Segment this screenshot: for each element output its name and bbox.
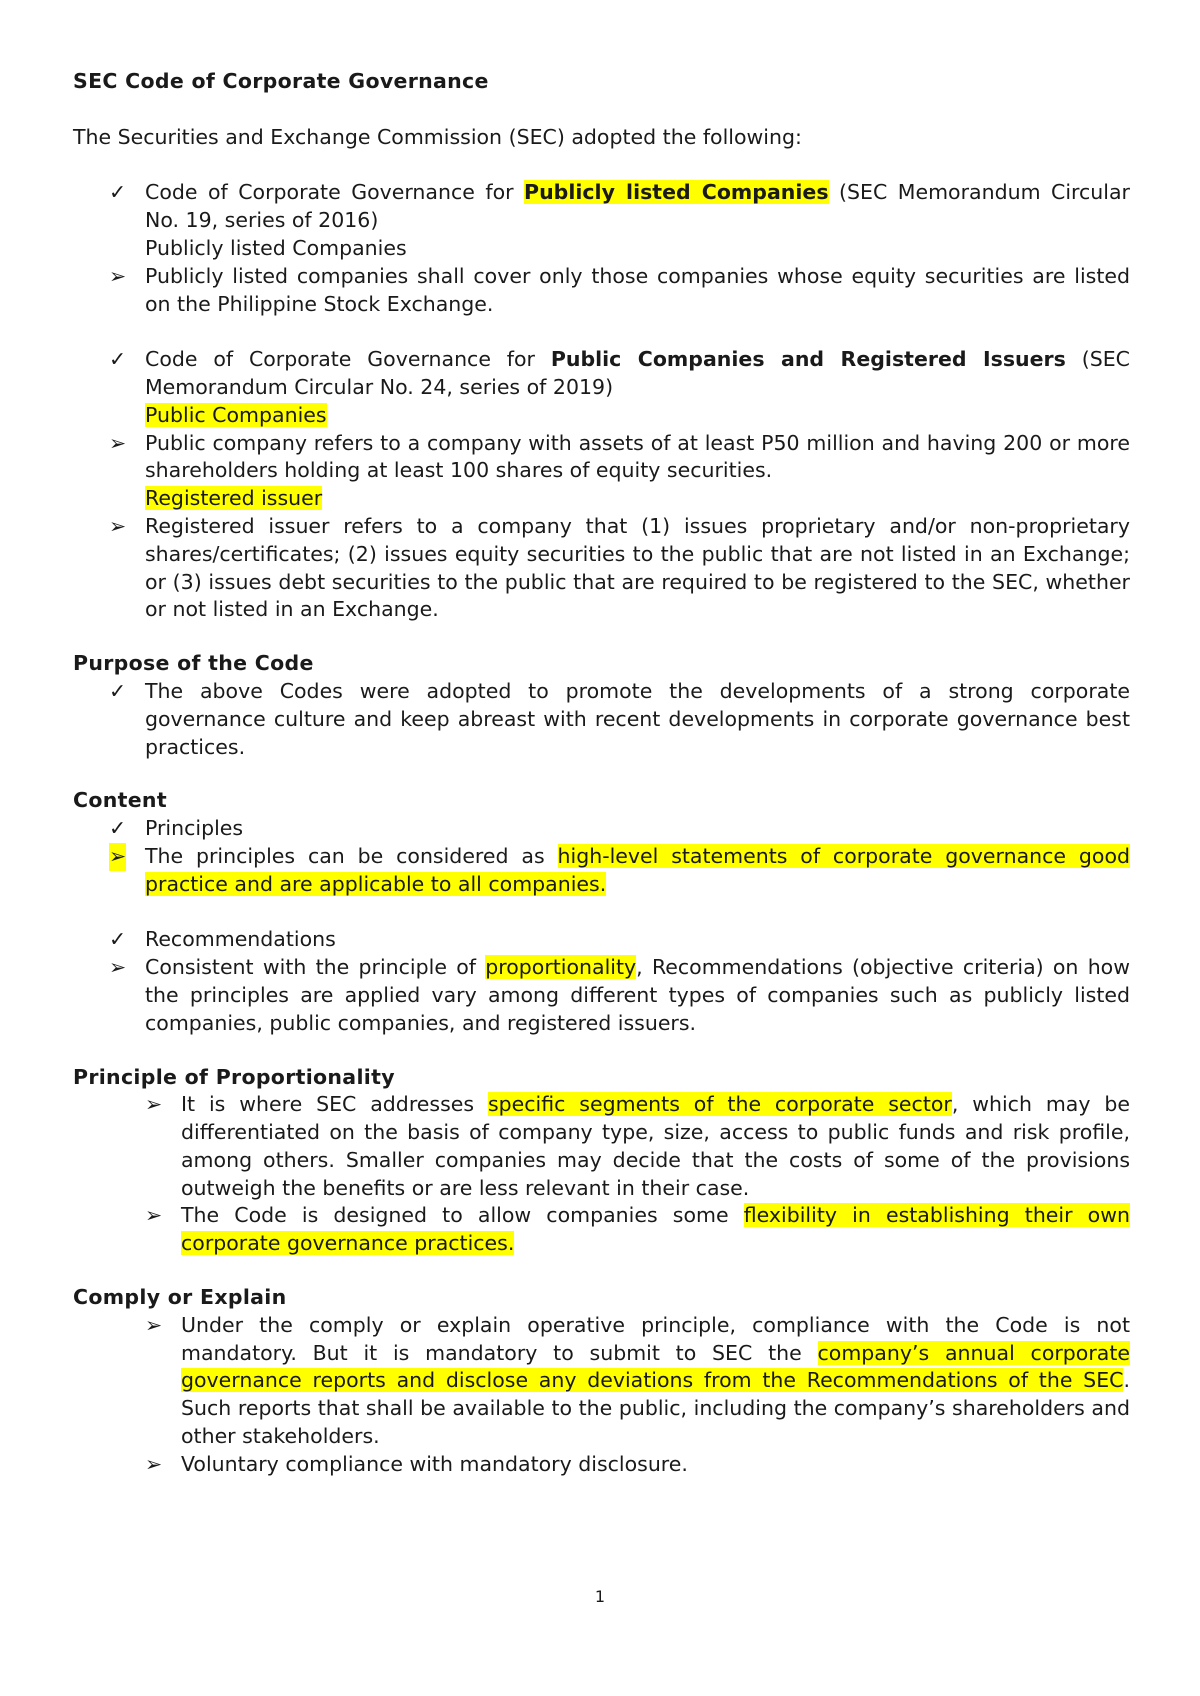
document-title: SEC Code of Corporate Governance xyxy=(73,69,489,93)
arrow-bullet-icon: ➢ xyxy=(145,1203,163,1228)
arrow-bullet-icon: ➢ xyxy=(109,843,126,871)
registered-issuer-bullet-text: Registered issuer refers to a company that (1) issues proprietary and/or non-proprietary shares/certificates; (2) issues equity securities to the public that are not listed in an Exchange; or (3) issues debt securities to the public that are required to be registered to the SEC, whether or not listed in an Exchange. xyxy=(145,513,1130,622)
recommendations-bullet-post: , Recommendations (objective criteria) on how the principles are applied vary among different types of companies such as publicly listed companies, public companies, and registered issuers. xyxy=(145,955,1130,1035)
checkmark-icon: ✓ xyxy=(109,816,127,841)
principles-bullet xyxy=(73,843,1130,899)
proportionality-b2-highlight: flexibility in establishing their own corporate governance practices. xyxy=(181,1203,1130,1256)
code2-bold: Public Companies and Registered Issuers xyxy=(550,347,1066,372)
comply-b1-post: . Such reports that shall be available to the public, including the company’s shareholders and other stakeholders. xyxy=(181,1368,1130,1449)
principles-item xyxy=(73,815,1130,843)
comply-b1-highlight: company’s annual corporate governance reports and disclose any deviations from the Recommendations of the SEC xyxy=(181,1340,1130,1393)
comply-b2-text: Voluntary compliance with mandatory disclosure. xyxy=(181,1451,688,1476)
arrow-bullet-icon: ➢ xyxy=(109,955,127,980)
purpose-item-text: The above Codes were adopted to promote the developments of a strong corporate governance culture and keep abreast with recent developments in corporate governance best practices. xyxy=(145,678,1130,759)
code1-text-post: (SEC Memorandum Circular No. 19, series of 2016) xyxy=(145,180,1130,233)
proportionality-b1-post: , which may be differentiated on the basis of company type, size, access to public funds and risk profile, among others. Smaller companies may decide that the costs of some of the provisions outweigh the benefits or are less relevant in their case. xyxy=(181,1092,1130,1200)
principles-bullet-highlight: high-level statements of corporate governance good practice and are applicable to all companies. xyxy=(145,843,1130,896)
proportionality-b1-highlight: specific segments of the corporate sector xyxy=(487,1092,952,1117)
intro-paragraph: The Securities and Exchange Commission (SEC) adopted the following: xyxy=(73,124,802,149)
checkmark-icon: ✓ xyxy=(109,180,127,205)
comply-bullet-2 xyxy=(73,1451,1130,1479)
proportionality-bullet-1 xyxy=(73,1091,1130,1202)
code1-bullet-text: Publicly listed companies shall cover only those companies whose equity securities are listed on the Philippine Stock Exchange. xyxy=(145,263,1130,316)
arrow-bullet-icon: ➢ xyxy=(145,1312,163,1337)
arrow-bullet-icon: ➢ xyxy=(109,263,127,288)
registered-issuer-bullet xyxy=(73,513,1130,624)
arrow-bullet-icon: ➢ xyxy=(109,513,127,538)
proportionality-b2-pre: The Code is designed to allow companies some xyxy=(181,1203,744,1228)
arrow-bullet-icon: ➢ xyxy=(109,430,127,455)
content-heading: Content xyxy=(73,788,167,813)
code-publicly-listed-item xyxy=(73,179,1130,235)
document-page xyxy=(73,68,1130,1479)
public-companies-label: Public Companies xyxy=(145,402,327,427)
proportionality-b1-pre: It is where SEC addresses xyxy=(181,1092,488,1117)
purpose-item xyxy=(73,678,1130,761)
code1-sublabel: Publicly listed Companies xyxy=(145,235,407,260)
public-company-bullet-text: Public company refers to a company with assets of at least P50 million and having 200 or more shareholders holding at least 100 shares of equity securities. xyxy=(145,430,1130,483)
recommendations-item xyxy=(73,926,1130,954)
arrow-bullet-icon: ➢ xyxy=(145,1092,163,1117)
arrow-bullet-icon: ➢ xyxy=(145,1451,163,1476)
public-companies-label-row xyxy=(73,402,1130,430)
checkmark-icon: ✓ xyxy=(109,927,127,952)
code2-text-post: (SEC Memorandum Circular No. 24, series of 2019) xyxy=(145,347,1130,399)
principles-label: Principles xyxy=(145,816,244,841)
checkmark-icon: ✓ xyxy=(109,347,127,372)
public-company-bullet xyxy=(73,430,1130,486)
comply-bullet-1 xyxy=(73,1312,1130,1451)
proportionality-heading: Principle of Proportionality xyxy=(73,1064,395,1089)
comply-b1-pre: Under the comply or explain operative principle, compliance with the Code is not mandatory. But it is mandatory to submit to SEC the xyxy=(181,1312,1130,1365)
checkmark-icon: ✓ xyxy=(109,678,127,703)
principles-bullet-pre: The principles can be considered as xyxy=(145,843,558,868)
code1-bullet xyxy=(73,263,1130,319)
code1-bold-highlight: Publicly listed Companies xyxy=(524,180,829,205)
registered-issuer-label-row xyxy=(73,485,1130,513)
page-number: 1 xyxy=(594,1587,606,1606)
code2-text-pre: Code of Corporate Governance for xyxy=(145,347,551,372)
purpose-heading: Purpose of the Code xyxy=(73,651,314,676)
proportionality-bullet-2 xyxy=(73,1202,1130,1258)
recommendations-bullet-pre: Consistent with the principle of xyxy=(145,955,486,980)
comply-heading: Comply or Explain xyxy=(73,1285,287,1310)
code1-text-pre: Code of Corporate Governance for xyxy=(145,180,525,205)
registered-issuer-label: Registered issuer xyxy=(145,486,323,511)
recommendations-bullet xyxy=(73,954,1130,1037)
code-public-companies-item xyxy=(73,346,1130,402)
recommendations-label: Recommendations xyxy=(145,927,336,952)
recommendations-bullet-highlight: proportionality xyxy=(485,955,637,980)
